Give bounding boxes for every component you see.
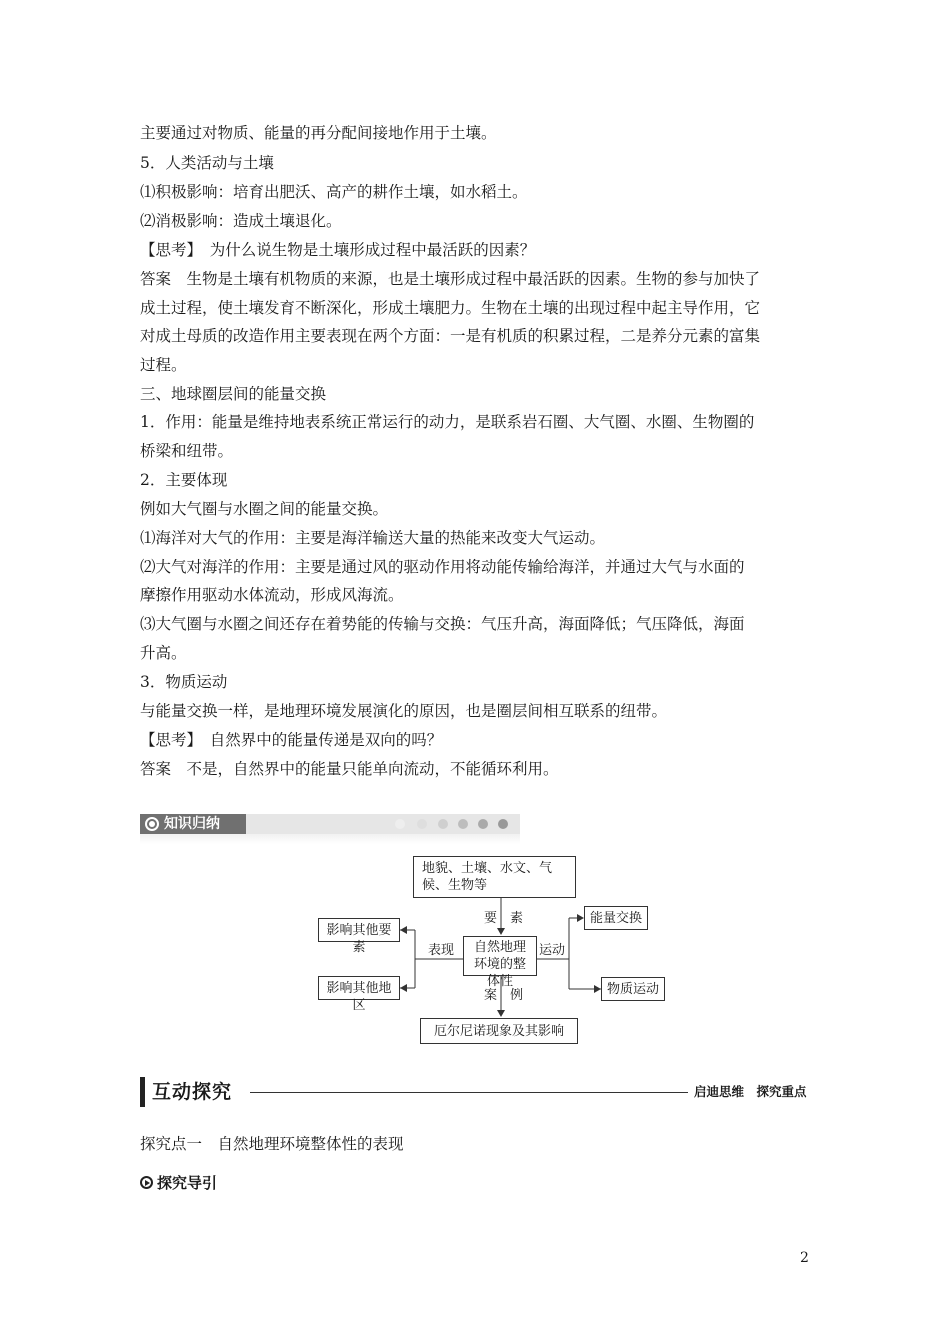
paragraph-line: ⑶大气圈与水圈之间还存在着势能的传输与交换：气压升高，海面降低；气压降低，海面 xyxy=(140,615,745,633)
paragraph-line: 2．主要体现 xyxy=(140,471,228,489)
paragraph-line: 升高。 xyxy=(140,644,187,662)
section-title: 互动探究 xyxy=(152,1081,233,1103)
play-icon xyxy=(140,1176,153,1189)
paragraph-line: 摩擦作用驱动水体流动，形成风海流。 xyxy=(140,586,404,604)
diagram-label-elements: 要 素 xyxy=(484,911,524,926)
answer-line: 成土过程，使土壤发育不断深化，形成土壤肥力。生物在土壤的出现过程中起主导作用，它 xyxy=(140,299,761,317)
answer-line: 过程。 xyxy=(140,356,187,374)
paragraph-line: 桥梁和纽带。 xyxy=(140,442,234,460)
diagram-box-affect-regions: 影响其他地区 xyxy=(318,976,400,1000)
paragraph-line: 主要通过对物质、能量的再分配间接地作用于土壤。 xyxy=(140,124,497,142)
answer-line: 对成土母质的改造作用主要表现在两个方面：一是有机质的积累过程，二是养分元素的富集 xyxy=(140,327,761,345)
paragraph-line: ⑵消极影响：造成土壤退化。 xyxy=(140,212,342,230)
paragraph-line: ⑴积极影响：培育出肥沃、高产的耕作土壤，如水稻土。 xyxy=(140,183,528,201)
explore-point-heading: 探究点一 自然地理环境整体性的表现 xyxy=(140,1135,404,1153)
page-number: 2 xyxy=(800,1250,809,1266)
knowledge-banner-title: 知识归纳 xyxy=(164,816,220,832)
paragraph-line: ⑵大气对海洋的作用：主要是通过风的驱动作用将动能传输给海洋，并通过大气与水面的 xyxy=(140,558,745,576)
guide-heading: 探究导引 xyxy=(157,1174,218,1192)
diagram-label-expression: 表现 xyxy=(428,943,455,958)
paragraph-line: 1．作用：能量是维持地表系统正常运行的动力，是联系岩石圈、大气圈、水圈、生物圈的 xyxy=(140,413,755,431)
diagram-box-center: 自然地理环境的整体性 xyxy=(463,936,537,976)
section-rule xyxy=(250,1092,688,1093)
diagram-box-el-nino: 厄尔尼诺现象及其影响 xyxy=(420,1018,578,1044)
diagram-box-elements: 地貌、土壤、水文、气候、生物等 xyxy=(413,856,576,898)
paragraph-line: ⑴海洋对大气的作用：主要是海洋输送大量的热能来改变大气运动。 xyxy=(140,529,606,547)
think-question-2: 【思考】 自然界中的能量传递是双向的吗？ xyxy=(140,731,443,749)
think-question-1: 【思考】 为什么说生物是土壤形成过程中最活跃的因素？ xyxy=(140,241,536,259)
diagram-label-case: 案 例 xyxy=(484,988,524,1003)
answer-line: 答案 生物是土壤有机物质的来源，也是土壤形成过程中最活跃的因素。生物的参与加快了 xyxy=(140,270,761,288)
paragraph-line: 3．物质运动 xyxy=(140,673,228,691)
paragraph-line: 与能量交换一样，是地理环境发展演化的原因，也是圈层间相互联系的纽带。 xyxy=(140,702,668,720)
section-accent-bar xyxy=(140,1077,145,1107)
section-heading: 三、地球圈层间的能量交换 xyxy=(140,385,327,403)
paragraph-line: 5．人类活动与土壤 xyxy=(140,154,274,172)
paragraph-line: 例如大气圈与水圈之间的能量交换。 xyxy=(140,500,389,518)
diagram-box-energy: 能量交换 xyxy=(584,906,648,930)
section-subtitle: 启迪思维 探究重点 xyxy=(694,1084,807,1099)
diagram-box-matter: 物质运动 xyxy=(601,977,665,1001)
diagram-box-affect-elements: 影响其他要素 xyxy=(318,918,400,942)
diagram-label-movement: 运动 xyxy=(539,943,566,958)
answer-line: 答案 不是，自然界中的能量只能单向流动，不能循环利用。 xyxy=(140,760,559,778)
